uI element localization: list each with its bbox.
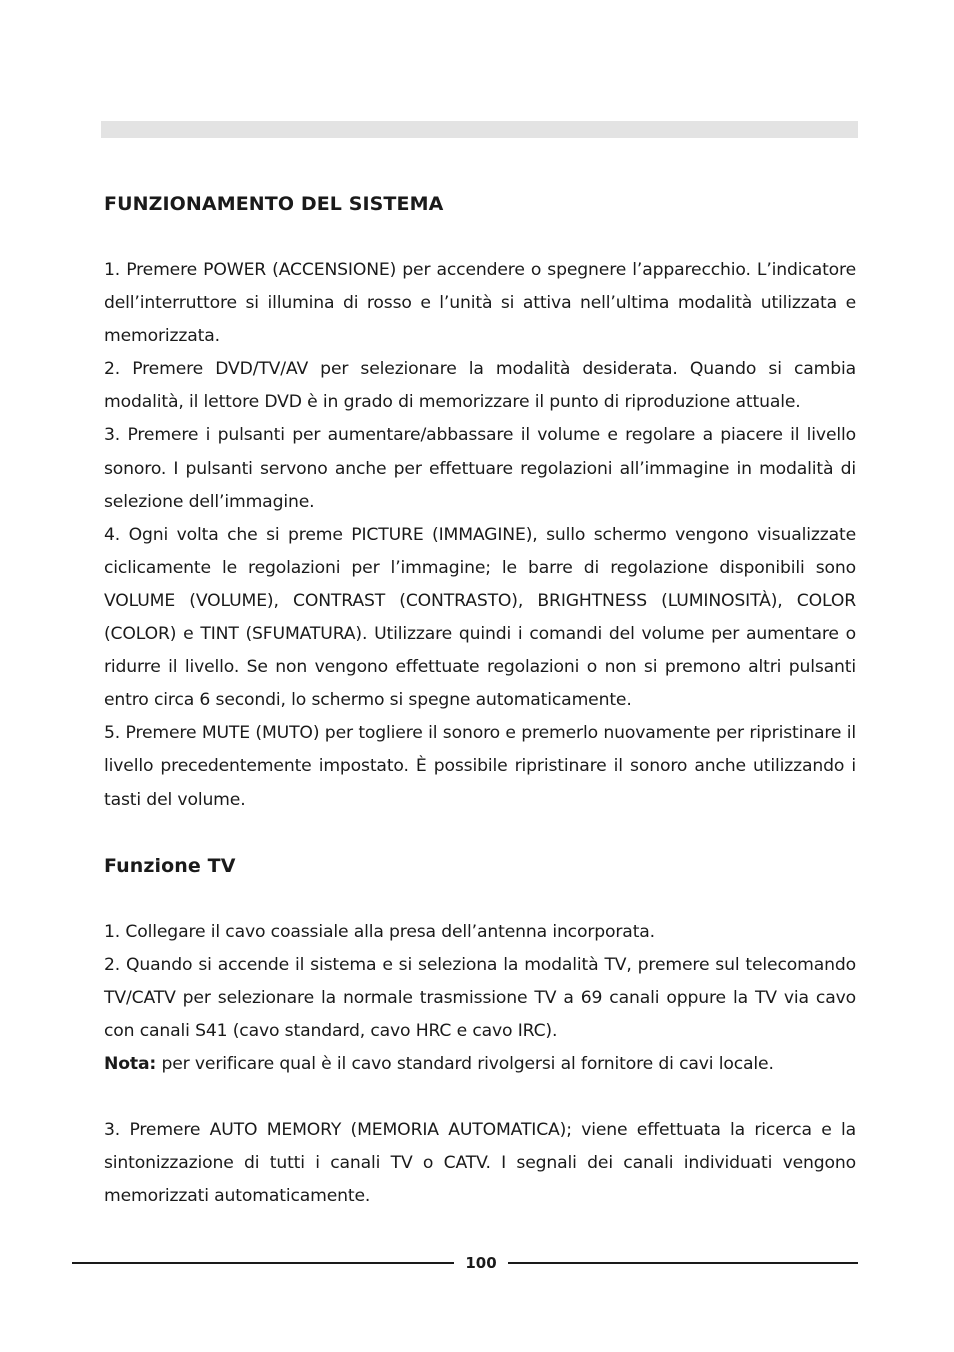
page-content — [104, 188, 856, 1213]
paragraph-picture: 4. Ogni volta che si preme PICTURE (IMMAGINE), sullo schermo vengono visualizzate ciclicamente le regolazioni per l’immagine; le barre di regolazione disponibili sono VOLUME (VOLUME), CONTRAST (CONTRASTO), BRIGHTNESS (LUMINOSITÀ), COLOR (COLOR) e TINT (SFUMATURA). Utilizzare quindi i comandi del volume per aumentare o ridurre il livello. Se non vengono effettuate regolazioni o non si premono altri pulsanti entro circa 6 secondi, lo schermo si spegne automaticamente. — [104, 524, 856, 711]
note-text: per verificare qual è il cavo standard rivolgersi al fornitore di cavi locale. — [156, 1053, 774, 1074]
paragraph-volume: 3. Premere i pulsanti per aumentare/abbassare il volume e regolare a piacere il livello sonoro. I pulsanti servono anche per effettuare regolazioni all’immagine in modalità di selezione dell’immagine. — [104, 425, 856, 512]
page-footer — [72, 1248, 858, 1278]
page-number: 100 — [465, 1254, 497, 1272]
note-label: Nota: — [104, 1053, 157, 1074]
paragraph-power: 1. Premere POWER (ACCENSIONE) per accendere o spegnere l’apparecchio. L’indicatore dell’interruttore si illumina di rosso e l’unità si attiva nell’ultima modalità utilizzata e memorizzata. — [104, 260, 856, 347]
note-paragraph — [104, 1048, 856, 1081]
paragraph-mode: 2. Premere DVD/TV/AV per selezionare la modalità desiderata. Quando si cambia modalità, il lettore DVD è in grado di memorizzare il punto di riproduzione attuale. — [104, 359, 856, 413]
section-heading-tv: Funzione TV — [104, 854, 236, 877]
section-heading-system: FUNZIONAMENTO DEL SISTEMA — [104, 193, 444, 215]
footer-rule-left — [72, 1262, 454, 1264]
paragraph-mute: 5. Premere MUTE (MUTO) per togliere il sonoro e premerlo nuovamente per ripristinare il livello precedentemente impostato. È possibile ripristinare il sonoro anche utilizzando i tasti del volume. — [104, 723, 856, 810]
header-bar — [101, 121, 858, 138]
paragraph-catv: 2. Quando si accende il sistema e si seleziona la modalità TV, premere sul telecomando TV/CATV per selezionare la normale trasmissione TV a 69 canali oppure la TV via cavo con canali S41 (cavo standard, cavo HRC e cavo IRC). — [104, 954, 856, 1041]
footer-rule-right — [508, 1262, 858, 1264]
paragraph-coax: 1. Collegare il cavo coassiale alla presa dell’antenna incorporata. — [104, 921, 655, 942]
paragraph-auto-memory: 3. Premere AUTO MEMORY (MEMORIA AUTOMATICA); viene effettuata la ricerca e la sintonizzazione di tutti i canali TV o CATV. I segnali dei canali individuati vengono memorizzati automaticamente. — [104, 1120, 856, 1207]
